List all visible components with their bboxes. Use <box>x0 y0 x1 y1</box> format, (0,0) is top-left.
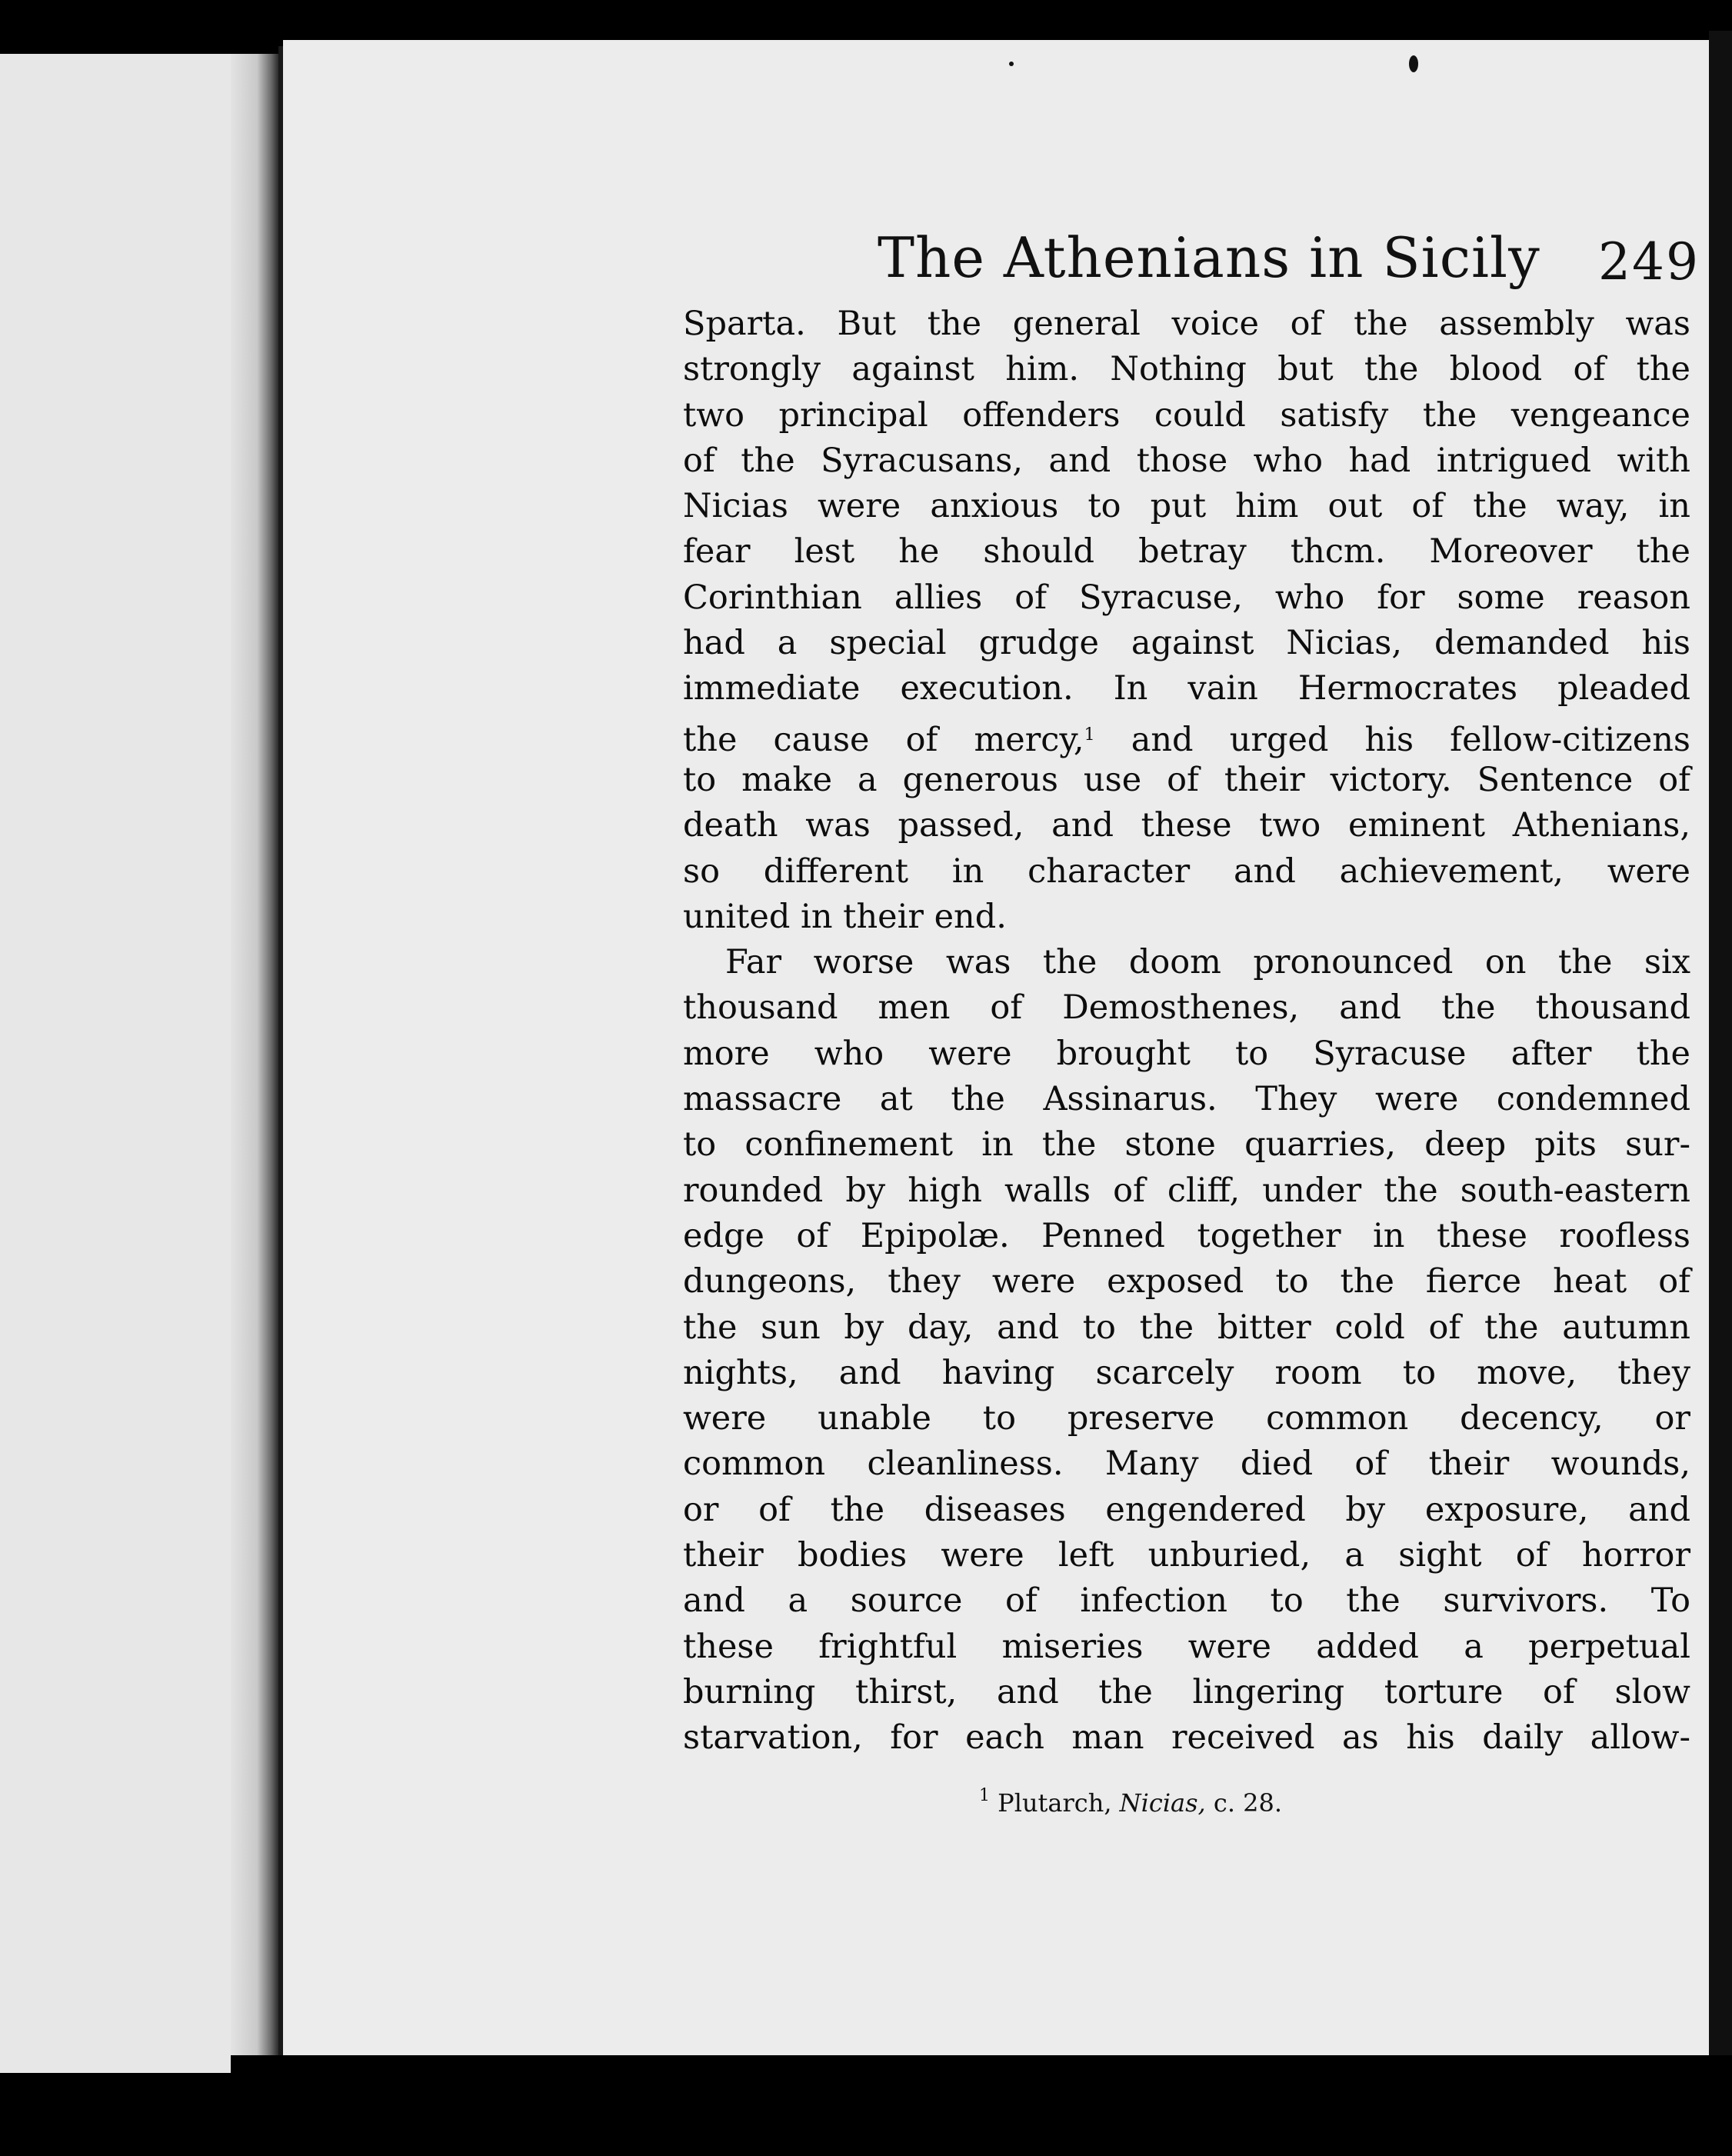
text-fragment: and urged his fellow-citizens <box>1094 720 1690 759</box>
page-number: 249 <box>1598 232 1700 292</box>
text-line: two principal offenders could satisfy the vengeance <box>683 395 1690 435</box>
running-head <box>283 215 1709 300</box>
right-edge-shadow <box>1709 31 1732 2092</box>
text-fragment: the cause of mercy, <box>683 720 1084 759</box>
footnote-work: Nicias, <box>1119 1788 1206 1818</box>
binding-shadow <box>231 54 278 2073</box>
text-line: more who were brought to Syracuse after the <box>683 1034 1690 1073</box>
footnote-ref-locator: c. 28. <box>1213 1788 1283 1818</box>
text-line: starvation, for each man received as his daily allow- <box>683 1718 1690 1758</box>
footnote-number: 1 <box>979 1786 990 1805</box>
text-line: the sun by day, and to the bitter cold of the autumn <box>683 1308 1690 1347</box>
text-line: nights, and having scarcely room to move, they <box>683 1353 1690 1392</box>
text-line: of the Syracusans, and those who had intrigued with <box>683 441 1690 480</box>
text-line: dungeons, they were exposed to the fierce heat of <box>683 1262 1690 1301</box>
text-line: rounded by high walls of cliff, under the south-eastern <box>683 1171 1690 1210</box>
book-page <box>283 40 1709 2055</box>
text-line-with-footnote-ref <box>683 712 1690 758</box>
text-line: had a special grudge against Nicias, demanded his <box>683 624 1690 663</box>
text-line: to make a generous use of their victory. Sentence of <box>683 760 1690 799</box>
footnote-author: Plutarch, <box>998 1788 1112 1818</box>
text-line: common cleanliness. Many died of their wounds, <box>683 1445 1690 1484</box>
text-line: these frightful miseries were added a perpetual <box>683 1627 1690 1666</box>
text-line: Nicias were anxious to put him out of the way, in <box>683 487 1690 526</box>
text-line: or of the diseases engendered by exposure, and <box>683 1490 1690 1529</box>
text-line: united in their end. <box>683 897 1007 936</box>
text-line: Corinthian allies of Syracuse, who for some reason <box>683 578 1690 617</box>
text-line: strongly against him. Nothing but the blood of the <box>683 350 1690 389</box>
text-line: were unable to preserve common decency, or <box>683 1399 1690 1438</box>
text-line: their bodies were left unburied, a sight of horror <box>683 1536 1690 1575</box>
text-line: edge of Epipolæ. Penned together in these roofless <box>683 1216 1690 1255</box>
text-line: fear lest he should betray thcm. Moreover the <box>683 532 1690 571</box>
scan-speck <box>1009 62 1014 66</box>
footnote-ref: 1 <box>1084 725 1095 745</box>
text-line: Sparta. But the general voice of the assembly was <box>683 305 1690 343</box>
text-line: burning thirst, and the lingering torture of slow <box>683 1672 1690 1711</box>
body-text <box>683 302 1690 1761</box>
text-line: immediate execution. In vain Hermocrates pleaded <box>683 669 1690 708</box>
text-line: death was passed, and these two eminent Athenians, <box>683 806 1690 845</box>
text-line: thousand men of Demosthenes, and the thousand <box>683 988 1690 1028</box>
text-line: so different in character and achievement, were <box>683 851 1690 891</box>
text-line: massacre at the Assinarus. They were condemned <box>683 1080 1690 1119</box>
running-title: The Athenians in Sicily <box>878 225 1540 290</box>
bottom-edge-shadow <box>231 2055 1732 2156</box>
text-line: Far worse was the doom pronounced on the six <box>725 943 1690 982</box>
text-line: to confinement in the stone quarries, deep pits sur- <box>683 1125 1690 1165</box>
text-line: and a source of infection to the survivors. To <box>683 1581 1690 1621</box>
footnote <box>979 1786 1282 1818</box>
scan-speck <box>1409 55 1418 72</box>
